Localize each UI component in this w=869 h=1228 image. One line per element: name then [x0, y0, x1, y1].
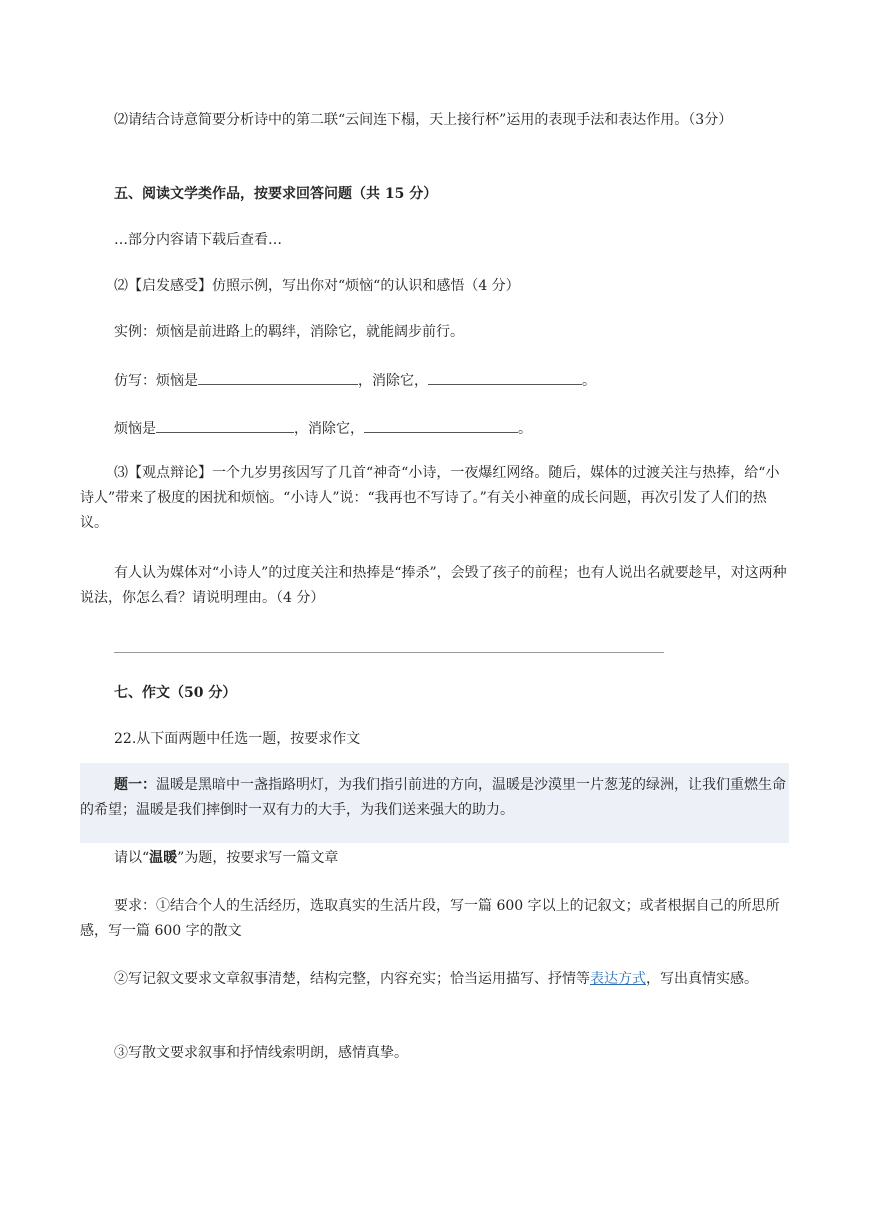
- requirement-3: ③写散文要求叙事和抒情线索明朗，感情真挚。: [114, 1045, 408, 1061]
- requirement-2: [80, 967, 789, 992]
- more-content-notice: …部分内容请下载后查看…: [114, 232, 282, 248]
- section-7-heading: 七、作文（50 分）: [114, 685, 237, 701]
- imitation-2-suffix: 。: [518, 421, 532, 437]
- requirement-2-suffix: ，写出真情实感。: [646, 971, 758, 987]
- requirement-1: 要求：①结合个人的生活经历，选取真实的生活片段，写一篇 600 字以上的记叙文；或者根据自己的所思所感，写一篇 600 字的散文: [80, 898, 780, 939]
- example-line: 实例：烦恼是前进路上的羁绊，消除它，就能阔步前行。: [114, 324, 464, 340]
- question-22-intro: 22.从下面两题中任选一题，按要求作文: [114, 731, 361, 747]
- title-instruction-prefix: 请以“: [114, 850, 150, 866]
- imitation-2-prefix: 烦恼是: [114, 421, 156, 437]
- imitation-2-middle: ，消除它，: [294, 421, 364, 437]
- imitation-1-suffix: 。: [582, 373, 596, 389]
- question-3-paragraph: ⑶【观点辩论】一个九岁男孩因写了几首“神奇“小诗，一夜爆红网络。随后，媒体的过渡关注与热捧，给“小诗人”带来了极度的困扰和烦恼。“小诗人”说：“我再也不写诗了。”有关小神童的成长问题，再次引发了人们的热议。: [80, 465, 780, 531]
- blank-field-1[interactable]: [198, 368, 358, 385]
- title-instruction: [80, 846, 789, 871]
- question-2-poem-analysis: ⑵请结合诗意简要分析诗中的第二联“云间连下榻，天上接行杯”运用的表现手法和表达作用。（3分）: [114, 112, 733, 128]
- imitation-line-1: [80, 368, 789, 394]
- title-keyword: 温暖: [149, 850, 178, 866]
- topic-1-paragraph: [80, 773, 789, 823]
- blank-field-3[interactable]: [156, 416, 294, 433]
- requirement-2-prefix: ②写记叙文要求文章叙事清楚，结构完整，内容充实；恰当运用描写、抒情等: [114, 971, 590, 987]
- blank-field-4[interactable]: [364, 416, 518, 433]
- imitation-1-prefix: 仿写：烦恼是: [114, 373, 198, 389]
- imitation-1-middle: ，消除它，: [358, 373, 428, 389]
- topic-1-label: 题一：: [114, 777, 156, 793]
- section-5-heading: 五、阅读文学类作品，按要求回答问题（共 15 分）: [114, 186, 438, 202]
- topic-1-text: 温暖是黑暗中一盏指路明灯，为我们指引前进的方向，温暖是沙漠里一片葱茏的绿洲，让我们重燃生命的希望；温暖是我们摔倒时一双有力的大手，为我们送来强大的助力。: [80, 777, 786, 818]
- blank-field-2[interactable]: [428, 368, 582, 385]
- expression-mode-link[interactable]: 表达方式: [590, 971, 646, 987]
- title-instruction-suffix: ”为题，按要求写一篇文章: [177, 850, 339, 866]
- question-3-question: 有人认为媒体对“小诗人”的过度关注和热捧是“捧杀”，会毁了孩子的前程；也有人说出名就要趁早，对这两种说法，你怎么看？请说明理由。（4 分）: [80, 565, 787, 606]
- answer-line[interactable]: [114, 652, 664, 653]
- imitation-line-2: [80, 416, 789, 442]
- question-2-prompt: ⑵【启发感受】仿照示例，写出你对“烦恼“的认识和感悟（4 分）: [114, 278, 520, 294]
